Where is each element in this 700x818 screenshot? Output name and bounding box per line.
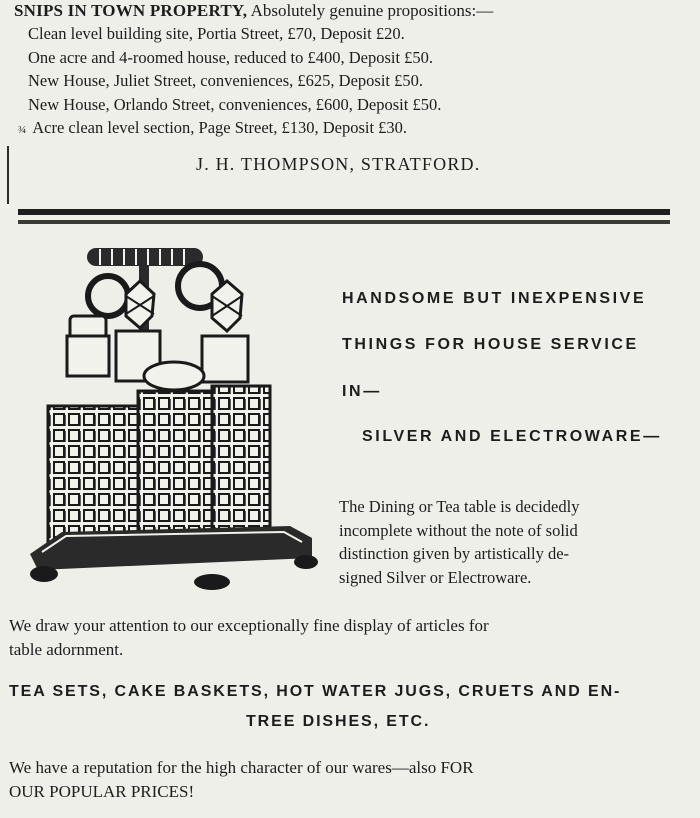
listing-item (14, 116, 614, 143)
column-edge-mark (7, 146, 9, 204)
divider-thin (18, 220, 670, 224)
intro-line: The Dining or Tea table is decidedly (339, 497, 580, 516)
intro-line: incomplete without the note of solid (339, 520, 578, 540)
intro-line: distinction given by artistically de- (339, 544, 570, 563)
wares-line: TREE DISHES, ETC. (246, 713, 431, 730)
agent-signature: J. H. THOMPSON, STRATFORD. (196, 154, 481, 174)
caption-line: THINGS FOR HOUSE SERVICE (342, 336, 639, 353)
property-headline (14, 0, 614, 22)
headline-rest: Absolutely genuine propositions:— (250, 1, 494, 20)
listing-item (14, 93, 614, 117)
reputation-line: OUR POPULAR PRICES! (9, 782, 195, 801)
property-advert (14, 0, 614, 143)
divider-heavy (18, 209, 670, 215)
attention-line: We draw your attention to our exceptionally fine display of articles for (9, 616, 489, 635)
attention-paragraph (9, 614, 489, 662)
attention-line: table adornment. (9, 640, 124, 659)
listing-text: Acre clean level section, Page Street, £130, Deposit £30. (32, 118, 408, 137)
listing-text: New House, Orlando Street, conveniences, £600, Deposit £50. (28, 94, 442, 114)
intro-paragraph (339, 495, 679, 589)
headline-lead: SNIPS IN TOWN PROPERTY, (14, 1, 248, 20)
cruet-set-illustration (22, 236, 322, 596)
listing-text: New House, Juliet Street, conveniences, £625, Deposit £50. (28, 71, 424, 90)
intro-line: signed Silver or Electroware. (339, 567, 532, 587)
listing-item (14, 22, 614, 46)
caption-line: HANDSOME BUT INEXPENSIVE (342, 290, 647, 307)
wares-list (9, 677, 689, 737)
listing-item (14, 46, 614, 70)
caption-line: SILVER AND ELECTROWARE— (362, 428, 662, 445)
caption-line: IN— (342, 383, 382, 400)
reputation-paragraph (9, 756, 474, 804)
wares-line: TEA SETS, CAKE BASKETS, HOT WATER JUGS, CRUETS AND EN- (9, 683, 622, 700)
listing-item (14, 69, 614, 93)
reputation-line: We have a reputation for the high character of our wares—also FOR (9, 758, 474, 777)
listing-text: Clean level building site, Portia Street, £70, Deposit £20. (28, 24, 405, 43)
listing-text: One acre and 4-roomed house, reduced to £400, Deposit £50. (28, 47, 434, 67)
fraction-mark: ¾ (18, 124, 27, 136)
